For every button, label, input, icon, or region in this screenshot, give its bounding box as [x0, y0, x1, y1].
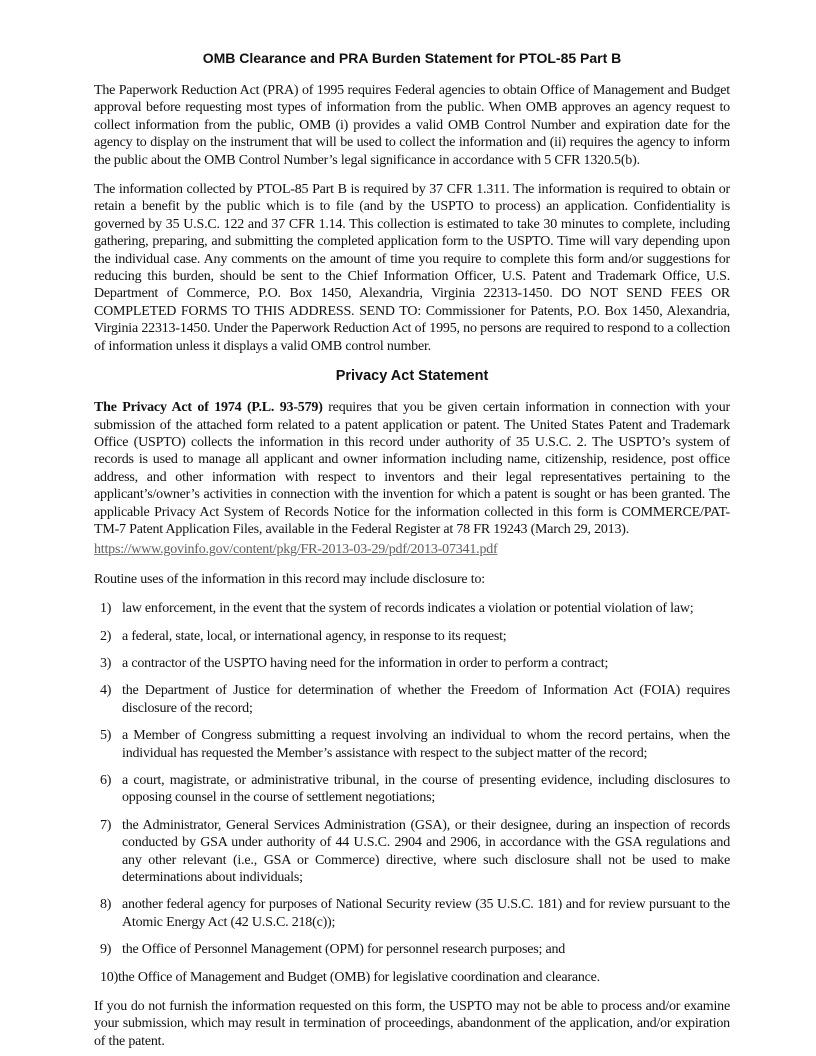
privacy-act-bold-leadin: The Privacy Act of 1974 (P.L. 93-579) — [94, 400, 323, 416]
routine-use-text: the Department of Justice for determination of whether the Freedom of Information Act (FOIA) requires disclosure of the record; — [122, 683, 730, 716]
routine-use-item — [100, 682, 730, 717]
routine-use-number: 9) — [100, 942, 112, 958]
closing-paragraph: If you do not furnish the information requested on this form, the USPTO may not be able to process and/or examine your submission, which may result in termination of proceedings, abandonment of the application, and/or expiration of the patent. — [94, 999, 730, 1049]
routine-uses-list — [100, 600, 730, 986]
pra-paragraph-2: The information collected by PTOL-85 Part B is required by 37 CFR 1.311. The information is required to obtain or retain a benefit by the public which is to file (and by the USPTO to process) an application. Confidentiality is governed by 35 U.S.C. 122 and 37 CFR 1.14. This collection is estimated to take 30 minutes to complete, including gathering, preparing, and submitting the completed application form to the USPTO. Time will vary depending upon the individual case. Any comments on the amount of time you require to complete this form and/or suggestions for reducing this burden, should be sent to the Chief Information Officer, U.S. Patent and Trademark Office, U.S. Department of Commerce, P.O. Box 1450, Alexandria, Virginia 22313-1450. DO NOT SEND FEES OR COMPLETED FORMS TO THIS ADDRESS. SEND TO: Commissioner for Patents, P.O. Box 1450, Alexandria, Virginia 22313-1450. Under the Paperwork Reduction Act of 1995, no persons are required to respond to a collection of information unless it displays a valid OMB control number. — [94, 182, 730, 354]
document-title: OMB Clearance and PRA Burden Statement for PTOL-85 Part B — [202, 50, 622, 66]
privacy-act-heading: Privacy Act Statement — [335, 368, 489, 385]
routine-use-text: law enforcement, in the event that the system of records indicates a violation or potential violation of law; — [122, 601, 694, 617]
routine-use-number: 7) — [100, 817, 112, 833]
routine-use-item — [100, 628, 730, 645]
routine-use-item — [100, 727, 730, 762]
routine-use-number: 10) — [100, 969, 119, 985]
routine-use-number: 6) — [100, 773, 112, 788]
routine-use-text: a contractor of the USPTO having need for the information in order to perform a contract; — [122, 655, 609, 671]
federal-register-link[interactable]: https://www.govinfo.gov/content/pkg/FR-2013-03-29/pdf/2013-07341.pdf — [94, 542, 498, 558]
routine-use-text: a Member of Congress submitting a request involving an individual to whom the record pertains, when the individual has requested the Member’s assistance with respect to the subject matter of the record; — [122, 728, 730, 761]
routine-use-item — [100, 817, 730, 887]
routine-use-number: 4) — [100, 683, 112, 699]
routine-use-number: 1) — [100, 601, 112, 617]
routine-use-item — [100, 772, 730, 807]
routine-use-item — [100, 969, 730, 986]
routine-use-item — [100, 600, 730, 617]
routine-use-text: another federal agency for purposes of National Security review (35 U.S.C. 181) and for review pursuant to the Atomic Energy Act (42 U.S.C. 218(c)); — [122, 897, 730, 930]
routine-use-number: 2) — [100, 628, 112, 644]
federal-register-link-line — [94, 540, 730, 558]
pra-paragraph-1: The Paperwork Reduction Act (PRA) of 1995 requires Federal agencies to obtain Office of Management and Budget approval before requesting most types of information from the public. When OMB approves an agency request to collect information from the public, OMB (i) provides a valid OMB Control Number and expiration date for the agency to display on the instrument that will be used to collect the information and (ii) requires the agency to inform the public about the OMB Control Number’s legal significance in accordance with 5 CFR 1320.5(b). — [94, 83, 730, 168]
routine-use-text: the Office of Personnel Management (OPM) for personnel research purposes; and — [122, 942, 566, 958]
routine-use-number: 3) — [100, 655, 112, 671]
routine-use-text: a federal, state, local, or international agency, in response to its request; — [122, 628, 507, 644]
privacy-act-paragraph — [94, 399, 730, 538]
routine-use-item — [100, 655, 730, 672]
routine-use-number: 5) — [100, 728, 112, 744]
routine-uses-intro: Routine uses of the information in this record may include disclosure to: — [94, 571, 485, 587]
privacy-act-body-text: requires that you be given certain information in connection with your submission of the attached form related to a patent application or patent. The United States Patent and Trademark Office (USPTO) collects the information in this record under authority of 35 U.S.C. 2. The USPTO’s system of records is used to manage all applicant and owner information including name, citizenship, residence, post office address, and other information with respect to inventors and their legal representatives pertaining to the applicant’s/owner’s activities in connection with the invention for which a patent is sought or has been granted. The applicable Privacy Act System of Records Notice for the information collected in this form is COMMERCE/PAT-TM-7 Patent Application Files, available in the Federal Register at 78 FR 19243 (March 29, 2013). — [94, 400, 730, 537]
routine-use-text: the Administrator, General Services Administration (GSA), or their designee, during an inspection of records conducted by GSA under authority of 44 U.S.C. 2904 and 2906, in accordance with the GSA regulations and any other relevant (i.e., GSA or Commerce) directive, where such disclosure shall not be used to make determinations about individuals; — [122, 817, 730, 886]
routine-use-item — [100, 896, 730, 931]
routine-use-item — [100, 941, 730, 958]
routine-use-number: 8) — [100, 897, 112, 913]
routine-use-text: a court, magistrate, or administrative tribunal, in the course of presenting evidence, including disclosures to opposing counsel in the course of settlement negotiations; — [122, 773, 730, 806]
routine-use-text: the Office of Management and Budget (OMB) for legislative coordination and clearance. — [118, 969, 600, 985]
